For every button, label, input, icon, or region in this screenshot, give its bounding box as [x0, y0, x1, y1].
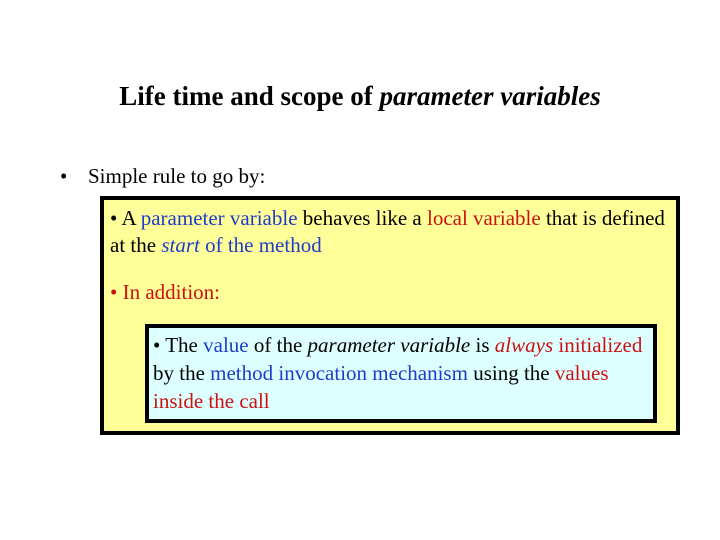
detail-text-h: by the: [153, 361, 211, 385]
bullet-symbol: •: [110, 280, 118, 304]
detail-term-always: always: [494, 333, 554, 357]
rule-term-start: start: [161, 233, 200, 257]
rule-bullet-2-text: In addition:: [122, 280, 221, 304]
detail-text-c: of the: [248, 333, 308, 357]
detail-term-mechanism: method invocation mechanism: [210, 361, 468, 385]
detail-bullet: [153, 331, 653, 415]
title-text: Life time and scope of: [119, 81, 380, 111]
rule-text-a: A: [121, 206, 141, 230]
detail-term-values: values inside the call: [153, 361, 609, 413]
title-emphasis: parameter variables: [379, 81, 601, 111]
main-bullet: [60, 162, 265, 190]
detail-term-parameter-variable: parameter variable: [307, 333, 471, 357]
bullet-symbol: •: [60, 164, 68, 188]
rule-box: [100, 196, 680, 435]
rule-term-parameter-variable: parameter variable: [140, 206, 298, 230]
detail-box: [145, 324, 657, 423]
detail-term-initialized: initialized: [558, 333, 643, 357]
rule-term-local-variable: local variable: [427, 206, 541, 230]
rule-bullet-2: [110, 279, 220, 306]
detail-text-a: The: [165, 333, 204, 357]
detail-term-value: value: [203, 333, 249, 357]
bullet-symbol: •: [110, 206, 118, 230]
main-bullet-text: Simple rule to go by:: [88, 164, 266, 188]
detail-text-e: is: [470, 333, 495, 357]
rule-text-e: that is defined at the: [110, 206, 665, 257]
rule-bullet-1: [110, 205, 680, 259]
bullet-symbol: •: [153, 333, 161, 357]
slide-title: [0, 78, 720, 114]
detail-text-j: using the: [473, 361, 555, 385]
rule-text-g: of the method: [199, 233, 322, 257]
rule-text-c: behaves like a: [297, 206, 427, 230]
